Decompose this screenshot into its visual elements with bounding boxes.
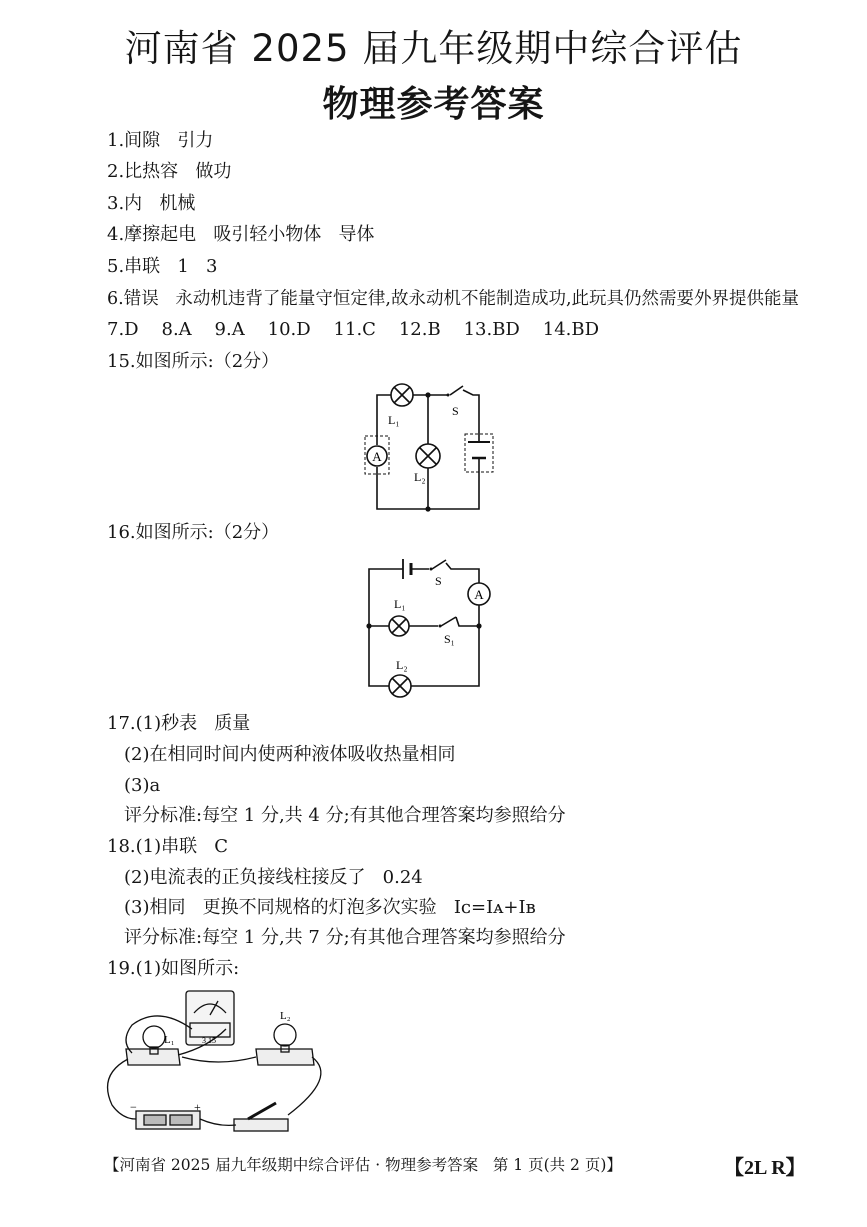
answer-q15: 15.如图所示:（2分）: [107, 351, 280, 372]
circuit-diagram-q16: [355, 545, 510, 705]
lamp-l2-label: L₂: [396, 658, 408, 672]
answer-q7-14: 7.D 8.A 9.A 10.D 11.C 12.B 13.BD 14.BD: [107, 319, 600, 340]
bulb-l2-icon: [274, 1024, 296, 1046]
answer-q2: 2.比热容 做功: [107, 161, 232, 182]
lamp-l2-label: L₂: [414, 470, 426, 484]
answer-q6: 6.错误 永动机违背了能量守恒定律,故永动机不能制造成功,此玩具仍然需要外界提供能量: [107, 289, 800, 309]
answer-q4: 4.摩擦起电 吸引轻小物体 导体: [107, 224, 375, 245]
answer-q1: 1.间隙 引力: [107, 130, 214, 151]
answer-q18-part2: (2)电流表的正负接线柱接反了 0.24: [124, 867, 423, 888]
lamp-l1-label: L₁: [388, 413, 400, 427]
physical-circuit-q19: [98, 985, 428, 1145]
answer-q17-score: 评分标准:每空 1 分,共 4 分;有其他合理答案均参照给分: [124, 805, 566, 826]
switch-icon: [450, 386, 463, 395]
lamp-l1-label: L₁: [164, 1034, 175, 1046]
answer-q3: 3.内 机械: [107, 193, 196, 214]
bulb-l1-icon: [143, 1026, 165, 1048]
edition-tag: 【2L R】: [724, 1157, 806, 1179]
switch-label: S: [452, 404, 459, 418]
answer-q16: 16.如图所示:（2分）: [107, 522, 280, 543]
switch-s-icon: [432, 560, 446, 569]
answer-q17-part1: 17.(1)秒表 质量: [107, 713, 251, 734]
ammeter-terminals-label: 3 15: [202, 1036, 216, 1045]
page-footer: 【河南省 2025 届九年级期中综合评估 · 物理参考答案 第 1 页(共 2 页)】: [104, 1156, 622, 1174]
lamp-l1-label: L₁: [394, 597, 406, 611]
switch-s1-icon: [441, 617, 456, 626]
answer-q17-part2: (2)在相同时间内使两种液体吸收热量相同: [124, 744, 456, 765]
answer-q19-part1: 19.(1)如图所示:: [107, 958, 240, 979]
battery-plus-label: +: [194, 1100, 201, 1114]
switch-s-label: S: [435, 574, 442, 588]
switch-s1-label: S₁: [444, 632, 455, 646]
ammeter-label: A: [474, 587, 484, 602]
answer-q18-score: 评分标准:每空 1 分,共 7 分;有其他合理答案均参照给分: [124, 927, 566, 948]
lamp-l2-label: L₂: [280, 1010, 291, 1022]
answer-q17-part3: (3)a: [124, 775, 161, 796]
page-title: 河南省 2025 届九年级期中综合评估: [124, 27, 743, 70]
switch-device-icon: [234, 1119, 288, 1131]
circuit-diagram-q15: [355, 378, 505, 518]
answer-q18-part1: 18.(1)串联 C: [107, 836, 229, 857]
answer-q18-part3: (3)相同 更换不同规格的灯泡多次实验 Iᴄ=Iᴀ+Iʙ: [124, 897, 536, 918]
page-subtitle: 物理参考答案: [322, 84, 545, 125]
battery-minus-label: −: [130, 1100, 137, 1114]
ammeter-label: A: [372, 449, 382, 464]
answer-q5: 5.串联 1 3: [107, 256, 218, 277]
